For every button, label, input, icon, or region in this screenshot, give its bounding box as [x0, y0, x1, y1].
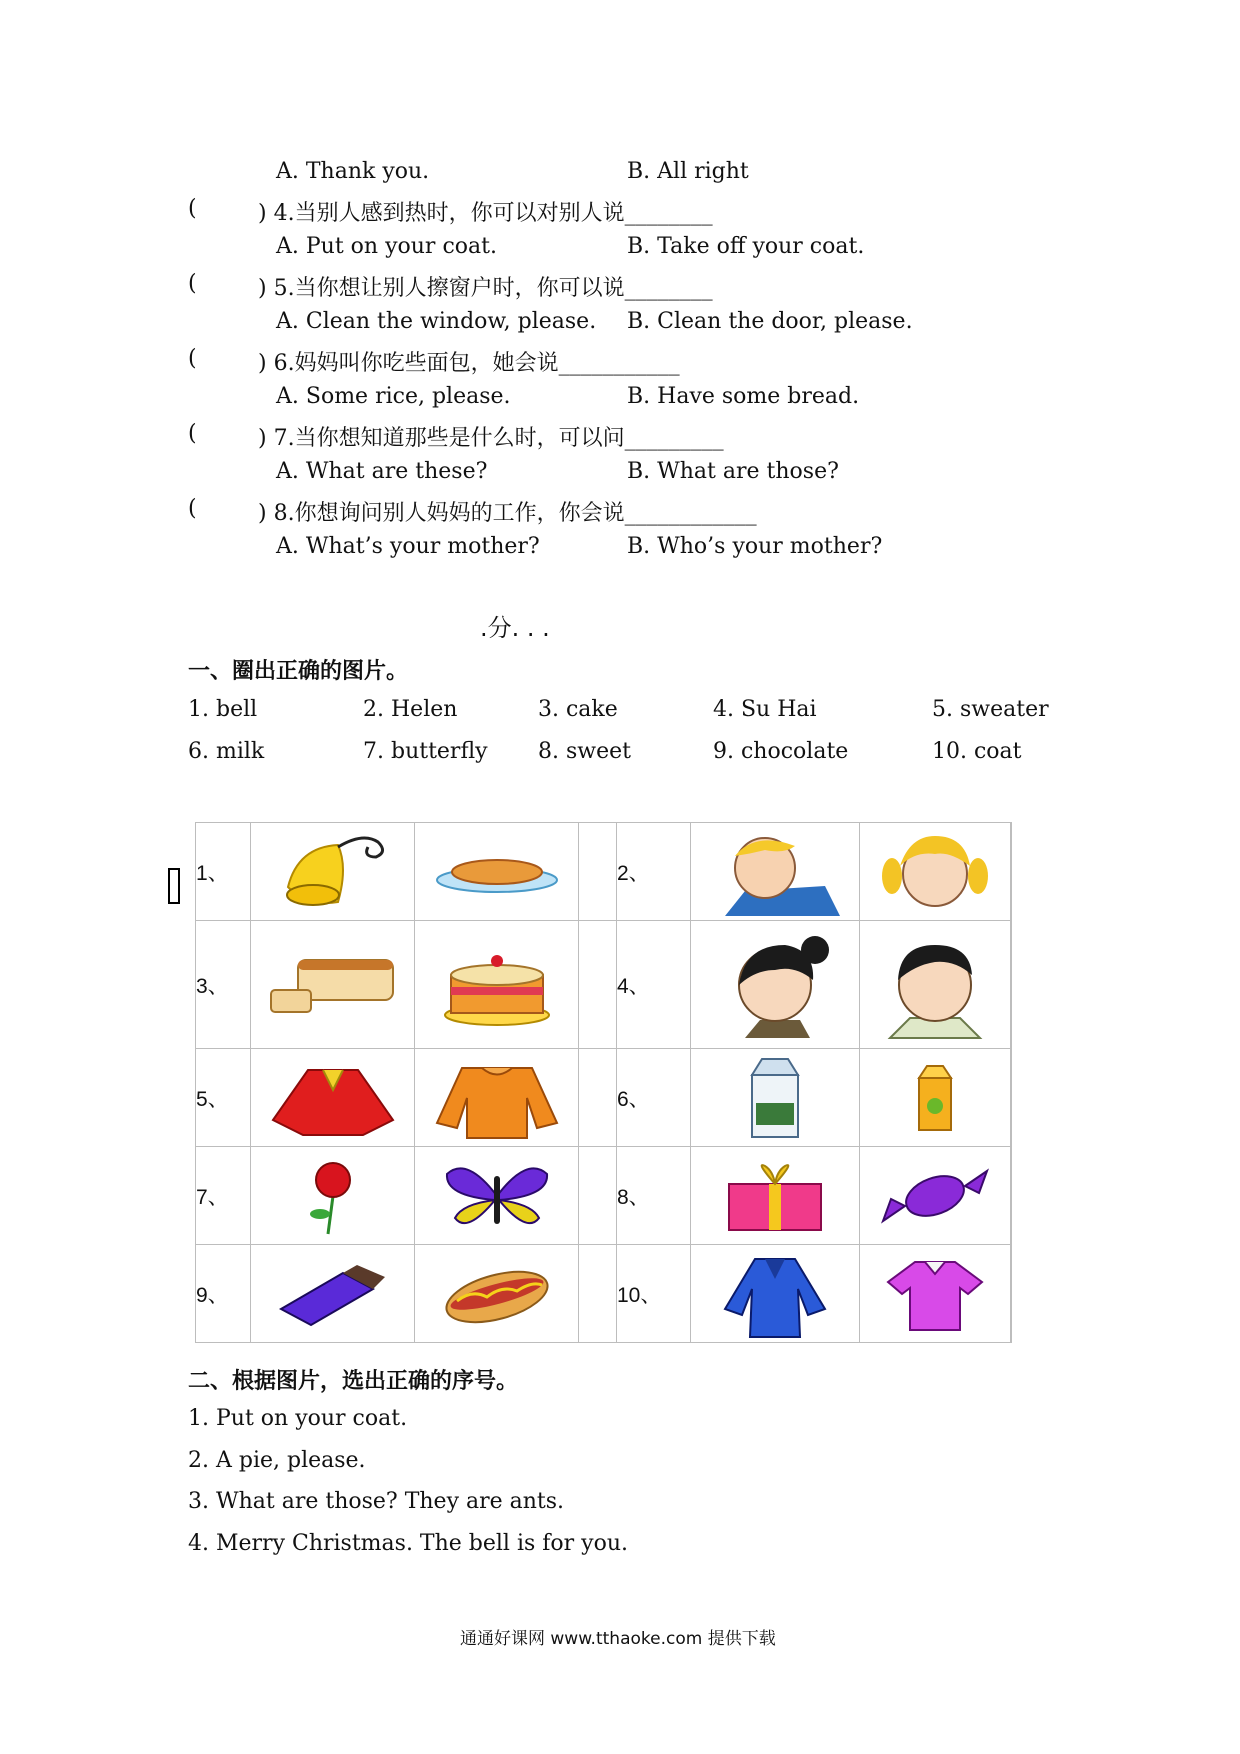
q8-option-b: B. Who’s your mother?: [627, 534, 883, 559]
q4-paren: (: [188, 196, 197, 221]
q8-text: ) 8.你想询问别人妈妈的工作，你会说____________: [258, 501, 757, 526]
hotdog-icon: [437, 1259, 557, 1329]
q4-option-a: A. Put on your coat.: [276, 234, 497, 259]
section2-item-2: 2. A pie, please.: [188, 1448, 366, 1473]
pie-icon: [432, 842, 562, 902]
sweater-icon: [427, 1053, 567, 1143]
q3-option-b: B. All right: [627, 159, 749, 184]
section-mark: .分. . .: [480, 614, 550, 642]
q6-option-b: B. Have some bread.: [627, 384, 860, 409]
picture-grid: [195, 822, 1012, 1343]
grid-cell-pie[interactable]: [415, 823, 579, 921]
boy-helen-icon: [705, 826, 845, 918]
q5-option-a: A. Clean the window, please.: [276, 309, 597, 334]
q4-option-b: B. Take off your coat.: [627, 234, 865, 259]
grid-row-5: [196, 1245, 1012, 1343]
sweet-icon: [875, 1161, 995, 1231]
q3-option-a: A. Thank you.: [276, 159, 430, 184]
grid-cell-bread[interactable]: [251, 921, 415, 1049]
text-cursor-mark: [168, 868, 180, 904]
gift-icon: [715, 1156, 835, 1236]
bread-icon: [263, 950, 403, 1020]
grid-cell-tshirt[interactable]: [860, 1245, 1011, 1343]
q4-text: ) 4.当别人感到热时，你可以对别人说________: [258, 201, 713, 226]
q5-paren: (: [188, 271, 197, 296]
grid-cell-chocolate[interactable]: [251, 1245, 415, 1343]
grid-cell-sweet[interactable]: [860, 1147, 1011, 1245]
girl-suhai-icon: [705, 930, 845, 1040]
grid-cell-rose[interactable]: [251, 1147, 415, 1245]
grid-cell-milk[interactable]: [691, 1049, 860, 1147]
section2-item-1: 1. Put on your coat.: [188, 1406, 408, 1431]
grid-cell-hotdog[interactable]: [415, 1245, 579, 1343]
milk-carton-icon: [740, 1053, 810, 1143]
grid-cell-red-coat[interactable]: [251, 1049, 415, 1147]
grid-row-1: [196, 823, 1012, 921]
grid-label-1: 1、: [196, 823, 251, 921]
tshirt-icon: [880, 1254, 990, 1334]
word-8: 8. sweet: [538, 739, 631, 764]
q7-option-a: A. What are these?: [276, 459, 488, 484]
red-coat-icon: [263, 1055, 403, 1140]
q6-text: ) 6.妈妈叫你吃些面包，她会说___________: [258, 351, 680, 376]
q7-text: ) 7.当你想知道那些是什么时，可以问_________: [258, 426, 724, 451]
grid-cell-boy[interactable]: [860, 921, 1011, 1049]
grid-cell-juice[interactable]: [860, 1049, 1011, 1147]
word-6: 6. milk: [188, 739, 265, 764]
boy-icon: [870, 930, 1000, 1040]
word-7: 7. butterfly: [363, 739, 488, 764]
grid-cell-sweater[interactable]: [415, 1049, 579, 1147]
grid-cell-butterfly[interactable]: [415, 1147, 579, 1245]
q6-option-a: A. Some rice, please.: [276, 384, 511, 409]
grid-label-3: 3、: [196, 921, 251, 1049]
cake-icon: [437, 935, 557, 1035]
rose-icon: [298, 1156, 368, 1236]
grid-cell-blue-coat[interactable]: [691, 1245, 860, 1343]
grid-cell-girl-suhai[interactable]: [691, 921, 860, 1049]
grid-cell-cake[interactable]: [415, 921, 579, 1049]
q5-option-b: B. Clean the door, please.: [627, 309, 913, 334]
girl-helen-icon: [870, 826, 1000, 918]
grid-label-5: 5、: [196, 1049, 251, 1147]
grid-row-3: [196, 1049, 1012, 1147]
section2-item-4: 4. Merry Christmas. The bell is for you.: [188, 1531, 628, 1556]
q5-text: ) 5.当你想让别人擦窗户时，你可以说________: [258, 276, 713, 301]
q8-paren: (: [188, 496, 197, 521]
grid-cell-bell[interactable]: [251, 823, 415, 921]
bell-icon: [268, 827, 398, 917]
grid-label-2: 2、: [617, 823, 691, 921]
q7-option-b: B. What are those?: [627, 459, 839, 484]
word-10: 10. coat: [932, 739, 1022, 764]
section1-title: 一、圈出正确的图片。: [188, 659, 409, 684]
word-4: 4. Su Hai: [713, 697, 817, 722]
word-5: 5. sweater: [932, 697, 1049, 722]
chocolate-icon: [273, 1259, 393, 1329]
section2-item-3: 3. What are those? They are ants.: [188, 1489, 565, 1514]
word-3: 3. cake: [538, 697, 618, 722]
grid-cell-boy-helen[interactable]: [691, 823, 860, 921]
blue-coat-icon: [720, 1249, 830, 1339]
grid-row-4: [196, 1147, 1012, 1245]
word-2: 2. Helen: [363, 697, 458, 722]
section2-title: 二、根据图片，选出正确的序号。: [188, 1369, 519, 1394]
juice-icon: [905, 1058, 965, 1138]
word-9: 9. chocolate: [713, 739, 849, 764]
butterfly-icon: [437, 1156, 557, 1236]
grid-label-4: 4、: [617, 921, 691, 1049]
q8-option-a: A. What’s your mother?: [276, 534, 540, 559]
grid-label-8: 8、: [617, 1147, 691, 1245]
page-footer: 通通好课网 www.tthaoke.com 提供下载: [460, 1629, 776, 1649]
grid-cell-gift[interactable]: [691, 1147, 860, 1245]
grid-label-10: 10、: [617, 1245, 691, 1343]
q7-paren: (: [188, 421, 197, 446]
grid-row-2: [196, 921, 1012, 1049]
word-1: 1. bell: [188, 697, 258, 722]
grid-cell-girl-helen[interactable]: [860, 823, 1011, 921]
q6-paren: (: [188, 346, 197, 371]
grid-label-7: 7、: [196, 1147, 251, 1245]
grid-label-9: 9、: [196, 1245, 251, 1343]
grid-label-6: 6、: [617, 1049, 691, 1147]
